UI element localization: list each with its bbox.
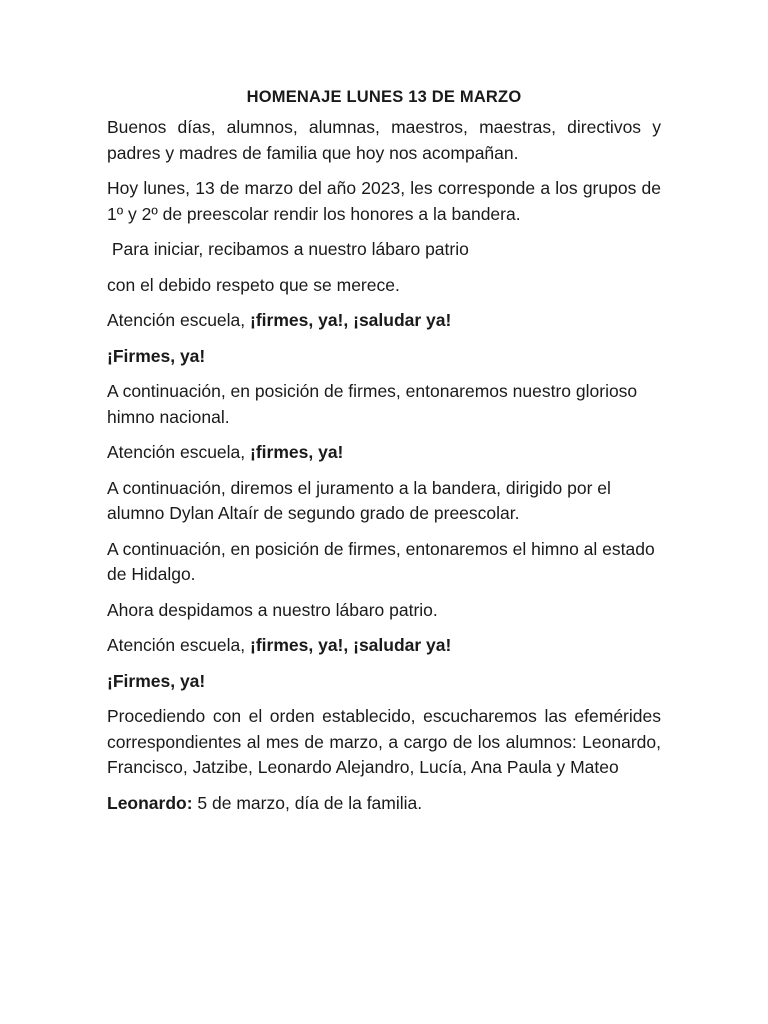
greeting-paragraph: Buenos días, alumnos, alumnas, maestros, maestras, directivos y padres y madres de familia que hoy nos acompañan. (107, 117, 661, 163)
firmes-line-1: ¡Firmes, ya! (107, 345, 206, 366)
command-line-2 (107, 440, 661, 466)
command-line-1 (107, 308, 661, 334)
hidalgo-anthem-paragraph: A continuación, en posición de firmes, entonaremos el himno al estado de Hidalgo. (107, 538, 655, 584)
respect-line: con el debido respeto que se merece. (107, 274, 400, 295)
command-prefix: Atención escuela, (107, 635, 251, 655)
command-line-3 (107, 633, 661, 659)
oath-paragraph: A continuación, diremos el juramento a la bandera, dirigido por el alumno Dylan Altaír de segundo grado de preescolar. (107, 477, 611, 523)
leonardo-line (107, 791, 661, 817)
farewell-flag-line: Ahora despidamos a nuestro lábaro patrio. (107, 599, 438, 620)
receive-flag-line: Para iniciar, recibamos a nuestro lábaro patrio (107, 239, 469, 259)
speaker-text: 5 de marzo, día de la familia. (192, 792, 423, 813)
command-bold: ¡firmes, ya! (250, 442, 344, 462)
speaker-name: Leonardo: (107, 792, 193, 813)
anthem-paragraph: A continuación, en posición de firmes, entonaremos nuestro glorioso himno nacional. (107, 381, 638, 427)
intro-paragraph: Hoy lunes, 13 de marzo del año 2023, les corresponde a los grupos de 1º y 2º de preescolar rendir los honores a la bandera. (107, 178, 661, 224)
command-bold: ¡firmes, ya!, ¡saludar ya! (250, 310, 452, 330)
document-page (107, 88, 661, 816)
ephemerides-paragraph: Procediendo con el orden establecido, escucharemos las efemérides correspondientes al mes de marzo, a cargo de los alumnos: Leonardo, Francisco, Jatzibe, Leonardo Alejandro, Lucía, Ana Paula y Mateo (107, 706, 661, 777)
document-title: HOMENAJE LUNES 13 DE MARZO (246, 88, 522, 106)
command-bold: ¡firmes, ya!, ¡saludar ya! (250, 635, 452, 655)
command-prefix: Atención escuela, (107, 442, 251, 462)
firmes-line-2: ¡Firmes, ya! (107, 670, 206, 691)
command-prefix: Atención escuela, (107, 310, 251, 330)
